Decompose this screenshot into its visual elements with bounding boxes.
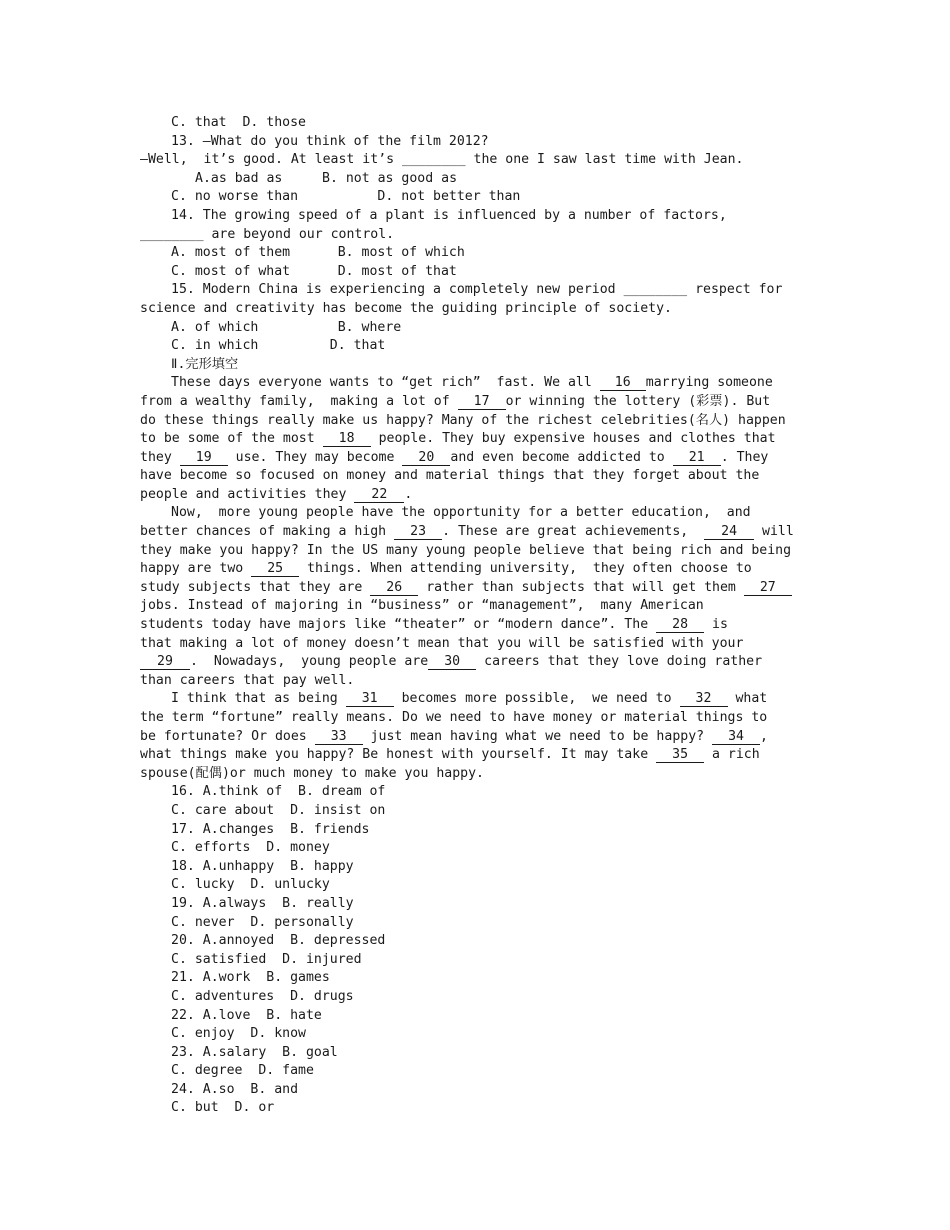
- text: . Nowadays, young people are: [190, 654, 429, 670]
- passage-line: [140, 728, 820, 747]
- q15-options-ab: A. of which B. where: [171, 319, 402, 335]
- text: is: [704, 617, 728, 633]
- q15-options-cd: C. in which D. that: [171, 338, 386, 354]
- q15-stem-text-b: respect for: [695, 282, 783, 298]
- passage-line: do these things really make us happy? Many of the richest celebrities(名人) happen: [140, 412, 786, 428]
- q15-stem-line1: [140, 281, 820, 300]
- blank-24: 24: [704, 524, 754, 540]
- option-line: C. lucky D. unlucky: [171, 877, 330, 893]
- blank-18: 18: [323, 431, 371, 447]
- q14-stem-line1: 14. The growing speed of a plant is influenced by a number of factors,: [171, 207, 727, 223]
- option-line: 18. A.unhappy B. happy: [171, 858, 354, 874]
- text: students today have majors like “theater” or “modern dance”. The: [140, 617, 657, 633]
- blank-17: 17: [458, 394, 506, 410]
- blank-29: 29: [140, 654, 190, 670]
- passage-line: [140, 393, 820, 412]
- text: just mean having what we need to be happy?: [362, 728, 713, 744]
- blank-23: 23: [394, 524, 442, 540]
- option-line: 22. A.love B. hate: [171, 1007, 322, 1023]
- text: better chances of making a high: [140, 524, 395, 540]
- passage-line: [140, 523, 820, 542]
- text: a rich: [704, 747, 760, 763]
- blank-26: 26: [370, 580, 418, 596]
- option-line: C. adventures D. drugs: [171, 988, 354, 1004]
- blank-21: 21: [673, 450, 721, 466]
- passage-line: jobs. Instead of majoring in “business” or “management”, many American: [140, 598, 704, 614]
- passage-line: the term “fortune” really means. Do we need to have money or material things to: [140, 710, 768, 725]
- q13-options-cd: C. no worse than D. not better than: [171, 189, 521, 205]
- text: or winning the lottery (彩票). But: [505, 393, 771, 409]
- passage-line: they make you happy? In the US many young people believe that being rich and being: [140, 542, 792, 558]
- blank-20: 20: [402, 450, 450, 466]
- blank-35: 35: [656, 747, 704, 763]
- passage-line: [140, 653, 820, 672]
- blank-25: 25: [251, 561, 299, 577]
- q14-stem-text: are beyond our control.: [211, 226, 395, 242]
- option-line: 20. A.annoyed B. depressed: [171, 933, 386, 949]
- text: people. They buy expensive houses and clothes that: [370, 431, 776, 447]
- q13-options-ab: A.as bad as B. not as good as: [195, 170, 458, 186]
- q13-reply: [140, 151, 820, 170]
- q15-stem-text-a: 15. Modern China is experiencing a completely new period: [171, 282, 616, 298]
- blank-30: 30: [428, 654, 476, 670]
- blank-19: 19: [180, 450, 228, 466]
- text: careers that they love doing rather: [476, 654, 763, 670]
- passage-line: [140, 430, 820, 449]
- text: be fortunate? Or does: [140, 728, 315, 744]
- text: becomes more possible, we need to: [393, 691, 680, 707]
- passage-line: [140, 616, 820, 635]
- option-line: C. satisfied D. injured: [171, 951, 362, 967]
- text: rather than subjects that will get them: [418, 579, 744, 595]
- text: . These are great achievements,: [442, 524, 705, 540]
- text: to be some of the most: [140, 431, 323, 447]
- text: use. They may become: [227, 449, 403, 465]
- passage-line: than careers that pay well.: [140, 672, 355, 688]
- blank-33: 33: [315, 729, 363, 745]
- option-line: C. never D. personally: [171, 914, 354, 930]
- q15-stem-line2: science and creativity has become the guiding principle of society.: [140, 300, 672, 316]
- passage-line: [140, 374, 820, 393]
- option-line: 19. A.always B. really: [171, 895, 354, 911]
- option-line: C. but D. or: [171, 1100, 275, 1116]
- passage-line: [140, 690, 820, 709]
- option-line: 17. A.changes B. friends: [171, 821, 370, 837]
- q12-options-cd: C. that D. those: [171, 115, 306, 130]
- text: study subjects that they are: [140, 579, 371, 595]
- option-line: 24. A.so B. and: [171, 1081, 299, 1097]
- q13-reply-post: the one I saw last time with Jean.: [473, 152, 744, 168]
- q13-answer-blank: ________: [402, 152, 466, 168]
- text: what things make you happy? Be honest with yourself. It may take: [140, 747, 657, 763]
- option-line: 21. A.work B. games: [171, 970, 330, 986]
- option-line: C. enjoy D. know: [171, 1026, 306, 1042]
- text: I think that as being: [171, 691, 346, 707]
- text: marrying someone: [645, 375, 773, 391]
- option-line: C. care about D. insist on: [171, 802, 386, 818]
- blank-27: 27: [744, 580, 792, 596]
- passage-line: Now, more young people have the opportunity for a better education, and: [171, 505, 751, 521]
- section-heading: Ⅱ.完形填空: [171, 356, 239, 372]
- passage-line: that making a lot of money doesn’t mean that you will be satisfied with your: [140, 635, 744, 651]
- passage-line: [140, 746, 820, 765]
- blank-34: 34: [712, 729, 760, 745]
- passage-line: have become so focused on money and material things that they forget about the: [140, 468, 760, 484]
- text: .: [404, 486, 413, 502]
- q15-answer-blank: ________: [623, 282, 688, 298]
- passage-line: [140, 560, 820, 579]
- document-page: [140, 114, 820, 1118]
- blank-22: 22: [354, 487, 404, 503]
- q14-options-ab: A. most of them B. most of which: [171, 245, 465, 261]
- text: they: [140, 449, 180, 465]
- text: and even become addicted to: [450, 449, 673, 465]
- passage-line: [140, 579, 820, 598]
- option-line: 23. A.salary B. goal: [171, 1044, 338, 1060]
- option-line: C. degree D. fame: [171, 1063, 314, 1079]
- passage-line: [140, 449, 820, 468]
- option-line: 16. A.think of B. dream of: [171, 784, 386, 800]
- blank-31: 31: [346, 691, 394, 707]
- text: things. When attending university, they often choose to: [299, 561, 752, 577]
- blank-32: 32: [680, 691, 728, 707]
- q13-stem: 13. —What do you think of the film 2012?: [171, 133, 489, 149]
- passage-line: [140, 486, 820, 505]
- text: These days everyone wants to “get rich” fast. We all: [171, 375, 600, 391]
- passage-line: spouse(配偶)or much money to make you happy.: [140, 765, 484, 781]
- text: happy are two: [140, 561, 252, 577]
- text: people and activities they: [140, 486, 355, 502]
- q14-answer-blank: ________: [140, 226, 204, 242]
- text: what: [727, 691, 768, 707]
- q14-options-cd: C. most of what D. most of that: [171, 263, 457, 279]
- text: . They: [720, 449, 769, 465]
- q13-reply-pre: —Well, it’s good. At least it’s: [140, 152, 395, 168]
- blank-28: 28: [656, 617, 704, 633]
- text: ,: [760, 728, 768, 744]
- text: from a wealthy family, making a lot of: [140, 393, 458, 409]
- text: will: [754, 524, 794, 540]
- option-line: C. efforts D. money: [171, 840, 330, 856]
- blank-16: 16: [600, 375, 646, 391]
- q14-stem-line2: [140, 226, 820, 245]
